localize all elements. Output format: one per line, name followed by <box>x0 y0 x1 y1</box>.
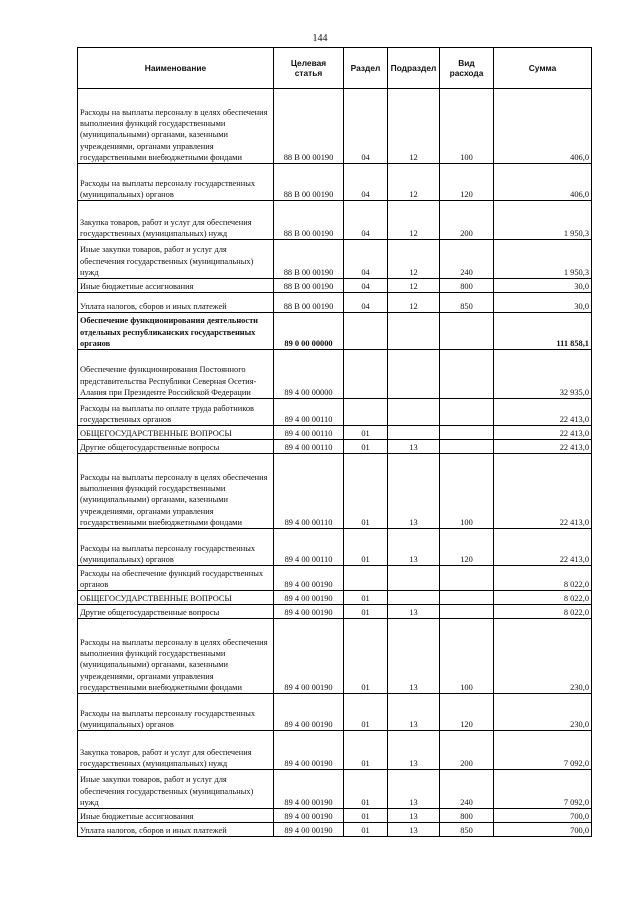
row-code-cell: 89 4 00 00000 <box>274 350 344 399</box>
table-row <box>78 770 592 809</box>
row-name-cell: Расходы на выплаты персоналу государственных (муниципальных) органов <box>78 164 274 201</box>
row-sum-cell: 8 022,0 <box>494 605 592 619</box>
row-name-cell: Закупка товаров, работ и услуг для обеспечения государственных (муниципальных) нужд <box>78 201 274 240</box>
table-row <box>78 313 592 350</box>
row-subsection-cell <box>388 566 440 591</box>
row-type-cell: 200 <box>440 731 494 770</box>
row-section-cell: 01 <box>344 731 388 770</box>
table-row <box>78 293 592 313</box>
row-subsection-cell: 13 <box>388 809 440 823</box>
header-code: Целевая статья <box>274 48 344 89</box>
row-type-cell: 120 <box>440 164 494 201</box>
row-type-cell: 100 <box>440 454 494 529</box>
row-type-cell: 100 <box>440 89 494 164</box>
row-sum-cell: 22 413,0 <box>494 529 592 566</box>
row-section-cell <box>344 399 388 426</box>
row-subsection-cell: 13 <box>388 454 440 529</box>
row-sum-cell: 8 022,0 <box>494 566 592 591</box>
row-type-cell: 850 <box>440 823 494 837</box>
row-section-cell: 01 <box>344 440 388 454</box>
row-sum-cell: 1 950,3 <box>494 201 592 240</box>
row-section-cell: 01 <box>344 809 388 823</box>
row-type-cell <box>440 313 494 350</box>
row-name-cell: Расходы на выплаты персоналу в целях обеспечения выполнения функций государственными (муниципальными) органами, казенными учреждениями, органами управления государственными внебюджетными фондами <box>78 454 274 529</box>
row-code-cell: 89 4 00 00190 <box>274 619 344 694</box>
row-name-cell: Расходы на обеспечение функций государственных органов <box>78 566 274 591</box>
row-name-cell: ОБЩЕГОСУДАРСТВЕННЫЕ ВОПРОСЫ <box>78 591 274 605</box>
row-code-cell: 89 4 00 00110 <box>274 426 344 440</box>
row-code-cell: 89 4 00 00190 <box>274 566 344 591</box>
row-section-cell: 01 <box>344 591 388 605</box>
row-sum-cell: 230,0 <box>494 619 592 694</box>
row-subsection-cell <box>388 399 440 426</box>
table-row <box>78 591 592 605</box>
header-sum: Сумма <box>494 48 592 89</box>
row-sum-cell: 406,0 <box>494 164 592 201</box>
row-section-cell: 04 <box>344 279 388 293</box>
row-subsection-cell: 12 <box>388 240 440 279</box>
row-section-cell: 01 <box>344 823 388 837</box>
row-name-cell: Расходы на выплаты персоналу в целях обеспечения выполнения функций государственными (муниципальными) органами, казенными учреждениями, органами управления государственными внебюджетными фондами <box>78 619 274 694</box>
row-subsection-cell: 13 <box>388 440 440 454</box>
row-sum-cell: 22 413,0 <box>494 426 592 440</box>
table-row <box>78 619 592 694</box>
header-type: Вид расхода <box>440 48 494 89</box>
table-row <box>78 240 592 279</box>
table-row <box>78 731 592 770</box>
row-subsection-cell: 13 <box>388 731 440 770</box>
row-code-cell: 89 4 00 00190 <box>274 605 344 619</box>
row-name-cell: Иные закупки товаров, работ и услуг для обеспечения государственных (муниципальных) нужд <box>78 770 274 809</box>
row-subsection-cell <box>388 591 440 605</box>
row-name-cell: Расходы на выплаты персоналу государственных (муниципальных) органов <box>78 529 274 566</box>
row-code-cell: 89 4 00 00190 <box>274 809 344 823</box>
row-code-cell: 88 В 00 00190 <box>274 89 344 164</box>
row-section-cell: 04 <box>344 240 388 279</box>
row-code-cell: 88 В 00 00190 <box>274 240 344 279</box>
row-section-cell: 01 <box>344 605 388 619</box>
page-number: 144 <box>312 33 328 44</box>
row-type-cell <box>440 440 494 454</box>
row-type-cell <box>440 426 494 440</box>
row-subsection-cell <box>388 350 440 399</box>
row-code-cell: 89 4 00 00110 <box>274 454 344 529</box>
row-sum-cell: 22 413,0 <box>494 399 592 426</box>
row-type-cell: 120 <box>440 694 494 731</box>
row-sum-cell: 30,0 <box>494 279 592 293</box>
table-row <box>78 164 592 201</box>
row-sum-cell: 1 950,3 <box>494 240 592 279</box>
table-row <box>78 426 592 440</box>
row-type-cell <box>440 399 494 426</box>
row-sum-cell: 22 413,0 <box>494 440 592 454</box>
table-row <box>78 454 592 529</box>
row-code-cell: 89 4 00 00110 <box>274 529 344 566</box>
row-name-cell: ОБЩЕГОСУДАРСТВЕННЫЕ ВОПРОСЫ <box>78 426 274 440</box>
table-header-row <box>78 48 592 89</box>
row-subsection-cell: 13 <box>388 694 440 731</box>
table-row <box>78 89 592 164</box>
row-section-cell: 01 <box>344 770 388 809</box>
row-section-cell <box>344 350 388 399</box>
row-section-cell <box>344 566 388 591</box>
row-name-cell: Уплата налогов, сборов и иных платежей <box>78 293 274 313</box>
table-row <box>78 350 592 399</box>
row-type-cell <box>440 605 494 619</box>
row-section-cell: 01 <box>344 454 388 529</box>
budget-table <box>77 47 592 837</box>
row-name-cell: Расходы на выплаты по оплате труда работников государственных органов <box>78 399 274 426</box>
row-type-cell <box>440 350 494 399</box>
header-name: Наименование <box>78 48 274 89</box>
table-row <box>78 694 592 731</box>
row-sum-cell: 32 935,0 <box>494 350 592 399</box>
row-sum-cell: 230,0 <box>494 694 592 731</box>
row-sum-cell: 8 022,0 <box>494 591 592 605</box>
row-subsection-cell <box>388 426 440 440</box>
row-name-cell: Другие общегосударственные вопросы <box>78 440 274 454</box>
row-type-cell: 850 <box>440 293 494 313</box>
row-sum-cell: 700,0 <box>494 809 592 823</box>
row-subsection-cell: 13 <box>388 605 440 619</box>
table-row <box>78 440 592 454</box>
row-subsection-cell: 12 <box>388 293 440 313</box>
row-subsection-cell: 12 <box>388 89 440 164</box>
row-section-cell: 01 <box>344 426 388 440</box>
row-name-cell: Другие общегосударственные вопросы <box>78 605 274 619</box>
row-type-cell <box>440 566 494 591</box>
row-type-cell: 100 <box>440 619 494 694</box>
row-section-cell: 01 <box>344 529 388 566</box>
row-code-cell: 89 4 00 00190 <box>274 731 344 770</box>
row-type-cell: 240 <box>440 240 494 279</box>
row-code-cell: 89 4 00 00190 <box>274 823 344 837</box>
row-section-cell: 04 <box>344 89 388 164</box>
row-code-cell: 89 4 00 00190 <box>274 694 344 731</box>
row-code-cell: 88 В 00 00190 <box>274 164 344 201</box>
row-code-cell: 89 4 00 00110 <box>274 399 344 426</box>
row-code-cell: 89 4 00 00190 <box>274 591 344 605</box>
row-section-cell: 04 <box>344 164 388 201</box>
table-row <box>78 823 592 837</box>
row-subsection-cell <box>388 313 440 350</box>
row-type-cell <box>440 591 494 605</box>
table-row <box>78 201 592 240</box>
row-name-cell: Обеспечение функционирования деятельности отдельных республиканских государственных органов <box>78 313 274 350</box>
row-sum-cell: 7 092,0 <box>494 770 592 809</box>
row-name-cell: Расходы на выплаты персоналу в целях обеспечения выполнения функций государственными (муниципальными) органами, казенными учреждениями, органами управления государственными внебюджетными фондами <box>78 89 274 164</box>
row-subsection-cell: 13 <box>388 529 440 566</box>
row-type-cell: 800 <box>440 809 494 823</box>
header-subsection: Подраздел <box>388 48 440 89</box>
row-subsection-cell: 13 <box>388 823 440 837</box>
row-type-cell: 120 <box>440 529 494 566</box>
row-subsection-cell: 13 <box>388 619 440 694</box>
row-type-cell: 240 <box>440 770 494 809</box>
row-section-cell: 04 <box>344 293 388 313</box>
row-subsection-cell: 13 <box>388 770 440 809</box>
row-name-cell: Обеспечение функционирования Постоянного представительства Республики Северная Осетия-Алания при Президенте Российской Федерации <box>78 350 274 399</box>
row-type-cell: 200 <box>440 201 494 240</box>
row-section-cell <box>344 313 388 350</box>
row-name-cell: Иные закупки товаров, работ и услуг для обеспечения государственных (муниципальных) нужд <box>78 240 274 279</box>
row-name-cell: Иные бюджетные ассигнования <box>78 809 274 823</box>
row-code-cell: 89 0 00 00000 <box>274 313 344 350</box>
table-row <box>78 279 592 293</box>
row-subsection-cell: 12 <box>388 164 440 201</box>
row-section-cell: 01 <box>344 694 388 731</box>
table-row <box>78 399 592 426</box>
row-code-cell: 88 В 00 00190 <box>274 201 344 240</box>
row-sum-cell: 111 858,1 <box>494 313 592 350</box>
row-sum-cell: 7 092,0 <box>494 731 592 770</box>
row-name-cell: Расходы на выплаты персоналу государственных (муниципальных) органов <box>78 694 274 731</box>
row-section-cell: 01 <box>344 619 388 694</box>
table-row <box>78 529 592 566</box>
table-row <box>78 566 592 591</box>
row-subsection-cell: 12 <box>388 201 440 240</box>
row-code-cell: 89 4 00 00190 <box>274 770 344 809</box>
row-name-cell: Иные бюджетные ассигнования <box>78 279 274 293</box>
table-row <box>78 809 592 823</box>
row-code-cell: 89 4 00 00110 <box>274 440 344 454</box>
row-subsection-cell: 12 <box>388 279 440 293</box>
row-sum-cell: 406,0 <box>494 89 592 164</box>
row-section-cell: 04 <box>344 201 388 240</box>
row-sum-cell: 700,0 <box>494 823 592 837</box>
table-row <box>78 605 592 619</box>
row-code-cell: 88 В 00 00190 <box>274 293 344 313</box>
header-section: Раздел <box>344 48 388 89</box>
row-sum-cell: 22 413,0 <box>494 454 592 529</box>
row-code-cell: 88 В 00 00190 <box>274 279 344 293</box>
row-sum-cell: 30,0 <box>494 293 592 313</box>
row-type-cell: 800 <box>440 279 494 293</box>
row-name-cell: Закупка товаров, работ и услуг для обеспечения государственных (муниципальных) нужд <box>78 731 274 770</box>
row-name-cell: Уплата налогов, сборов и иных платежей <box>78 823 274 837</box>
